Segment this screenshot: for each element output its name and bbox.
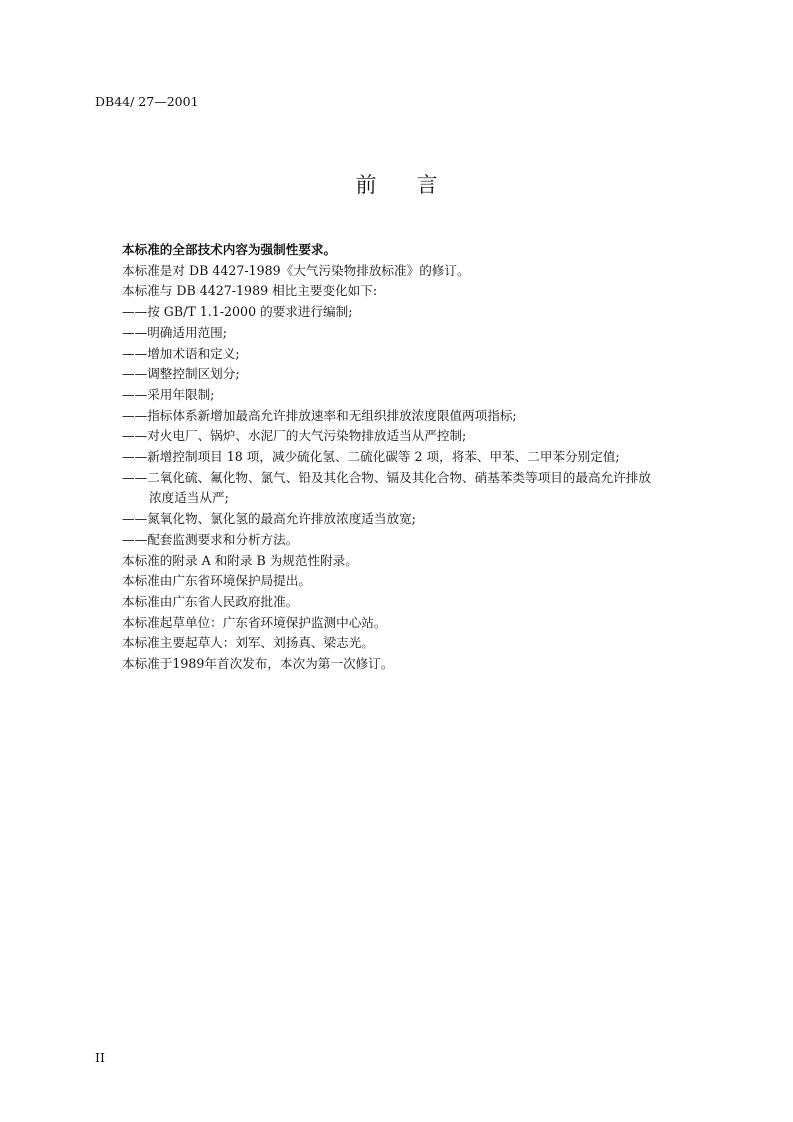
change-item: ——增加术语和定义; — [122, 345, 240, 361]
change-item: ——指标体系新增加最高允许排放速率和无组织排放浓度限值两项指标; — [122, 407, 517, 423]
page-title — [0, 169, 793, 199]
change-item: ——氮氧化物、氯化氢的最高允许排放浓度适当放宽; — [122, 511, 416, 527]
change-item: ——调整控制区划分; — [122, 366, 240, 382]
change-item: ——二氧化硫、氟化物、氯气、铅及其化合物、镉及其化合物、硝基苯类等项目的最高允许排放 — [122, 469, 651, 485]
change-item: ——对火电厂、锅炉、水泥厂的大气污染物排放适当从严控制; — [122, 428, 467, 444]
history-statement: 本标准于1989年首次发布，本次为第一次修订。 — [122, 656, 394, 672]
change-item-continuation: 浓度适当从严; — [149, 490, 229, 506]
foreword-body — [122, 240, 722, 675]
drafting-unit-statement: 本标准起草单位：广东省环境保护监测中心站。 — [122, 614, 387, 630]
changes-intro: 本标准与 DB 4427-1989 相比主要变化如下: — [122, 283, 378, 299]
revision-statement: 本标准是对 DB 4427-1989《大气污染物排放标准》的修订。 — [122, 262, 470, 278]
page-number: II — [95, 1050, 105, 1065]
drafters-statement: 本标准主要起草人：刘军、刘扬真、梁志光。 — [122, 635, 374, 651]
appendix-statement: 本标准的附录 A 和附录 B 为规范性附录。 — [122, 552, 358, 568]
mandatory-statement: 本标准的全部技术内容为强制性要求。 — [122, 242, 337, 257]
title-char-2: 言 — [416, 173, 438, 197]
approver-statement: 本标准由广东省人民政府批准。 — [122, 593, 299, 609]
change-item: ——配套监测要求和分析方法。 — [122, 531, 299, 547]
document-code: DB44/ 27—2001 — [95, 94, 199, 109]
change-item: ——新增控制项目 18 项，减少硫化氢、二硫化碳等 2 项，将苯、甲苯、二甲苯分别定值; — [122, 449, 620, 465]
change-item: ——按 GB/T 1.1-2000 的要求进行编制; — [122, 304, 353, 320]
proposer-statement: 本标准由广东省环境保护局提出。 — [122, 573, 311, 589]
change-item: ——明确适用范围; — [122, 324, 227, 340]
change-item: ——采用年限制; — [122, 386, 215, 402]
title-char-1: 前 — [355, 173, 377, 197]
